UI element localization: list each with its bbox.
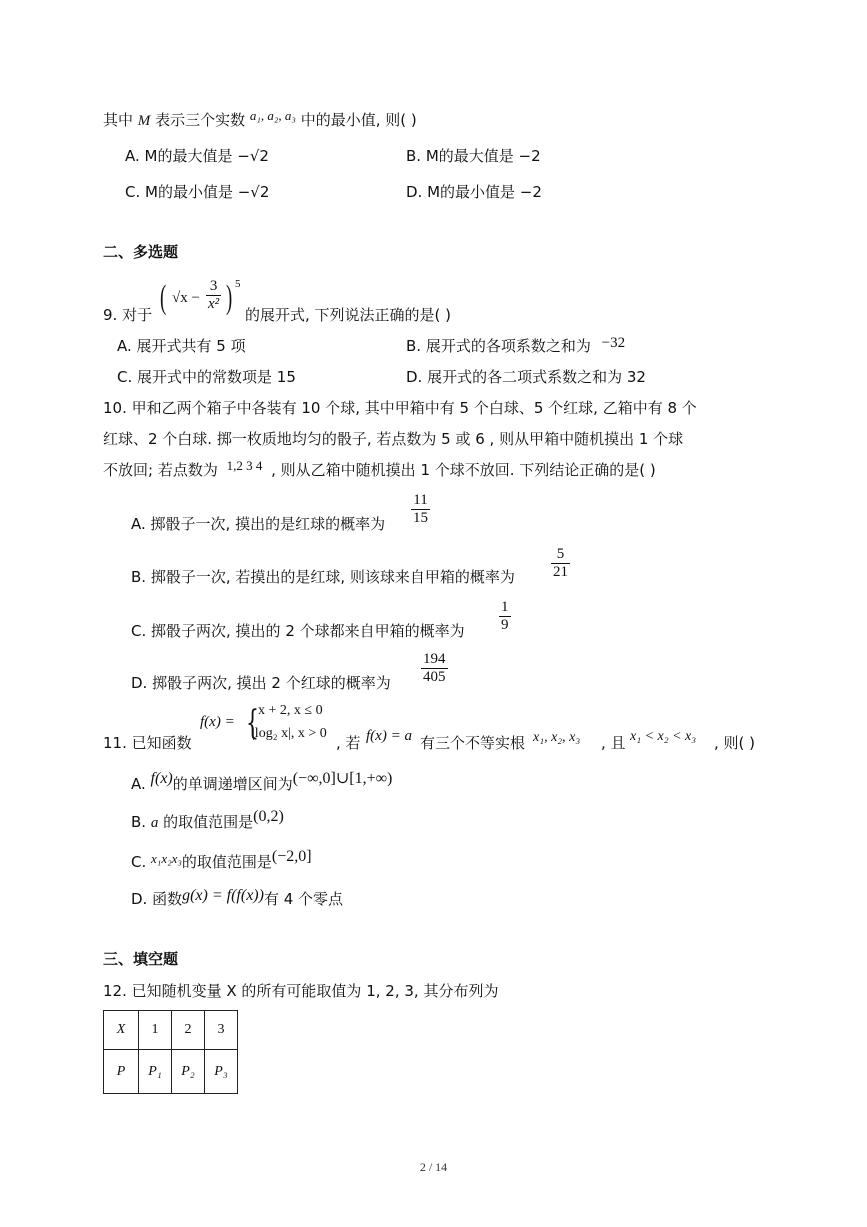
table-cell: X: [104, 1011, 139, 1050]
q10-line-3b: , 则从乙箱中随机摸出 1 个球不放回. 下列结论正确的是( ): [271, 461, 656, 479]
q10-line-3-numbers: 1,2 3 4: [226, 458, 263, 473]
q10-c-den: 9: [501, 617, 509, 633]
q10-option-c: C. 掷骰子两次, 摸出的 2 个球都来自甲箱的概率为: [131, 622, 465, 640]
section-heading-multiple-choice: 二、多选题: [103, 243, 179, 261]
q11-stem-b: , 若: [336, 734, 361, 752]
q9-paren-left: (: [160, 279, 167, 316]
q8-var-m: M: [137, 113, 151, 129]
q11-d-text: 有 4 个零点: [263, 890, 344, 908]
q8-option-a: A. M的最大值是 −√2: [125, 147, 269, 165]
q9-expr-base: √x −: [172, 290, 200, 306]
q11-b-value: (0,2): [253, 808, 284, 825]
table-row: [104, 1050, 238, 1094]
table-cell: 1: [139, 1011, 172, 1050]
q12-stem: 12. 已知随机变量 X 的所有可能取值为 1, 2, 3, 其分布列为: [103, 982, 499, 1000]
q10-option-b: B. 掷骰子一次, 若摸出的是红球, 则该球来自甲箱的概率为: [131, 568, 515, 586]
q10-a-den: 15: [413, 510, 428, 526]
q9-frac-den: x²: [208, 296, 220, 312]
q9-stem-b: 的展开式, 下列说法正确的是( ): [245, 306, 452, 324]
q10-a-num: 11: [413, 492, 428, 508]
q11-d-expression: g(x) = f(f(x)): [182, 887, 264, 904]
q9-frac-num: 3: [209, 278, 218, 294]
q10-option-d: D. 掷骰子两次, 摸出 2 个红球的概率为: [131, 674, 391, 692]
q9-option-b-text: B. 展开式的各项系数之和为: [406, 337, 591, 355]
q10-line-3a: 不放回; 若点数为: [103, 461, 218, 479]
table-cell: 3: [205, 1011, 238, 1050]
table-cell: P₃: [205, 1050, 238, 1094]
q11-c-label: C.: [131, 853, 147, 871]
q8-vars: a₁, a₂, a₃: [249, 108, 296, 123]
q9-option-b: [406, 336, 625, 357]
table-cell: P: [104, 1050, 139, 1094]
q10-d-den: 405: [423, 669, 446, 685]
q10-c-num: 1: [501, 599, 509, 615]
q8-stem-c: 中的最小值, 则( ): [300, 111, 417, 129]
q11-b-label: B.: [131, 813, 151, 831]
q11-b-text: 的取值范围是: [158, 813, 254, 831]
q11-case-1: x + 2, x ≤ 0: [258, 703, 323, 718]
section-heading-fill-blank: 三、填空题: [103, 950, 179, 968]
q9-fraction: [206, 278, 221, 313]
q8-option-b: B. M的最大值是 −2: [406, 147, 541, 165]
q8-stem-a: 其中: [103, 111, 134, 129]
q8-option-d: D. M的最小值是 −2: [406, 183, 542, 201]
q11-roots: x₁, x₂, x₃: [533, 730, 581, 745]
q11-stem-c: 有三个不等实根: [420, 734, 526, 752]
q11-c-value: (−2,0]: [271, 848, 312, 865]
q11-option-c: [131, 848, 312, 873]
q11-a-label: A.: [131, 775, 146, 793]
q11-b-var: a: [150, 815, 159, 831]
q10-option-d-fraction: [421, 651, 448, 686]
q9-option-a: A. 展开式共有 5 项: [117, 337, 246, 355]
q9-option-c: C. 展开式中的常数项是 15: [117, 368, 296, 386]
q9-option-b-value: −32: [601, 335, 626, 351]
q10-option-a-fraction: [411, 492, 430, 527]
q9-stem-a: 9. 对于: [103, 306, 153, 324]
q11-stem-e: , 则( ): [714, 734, 756, 752]
q11-c-var: x₁x₂x₃: [151, 851, 182, 866]
q8-stem-b: 表示三个实数: [155, 111, 246, 129]
q9-paren-right: ): [226, 279, 233, 316]
q10-option-c-fraction: [499, 599, 511, 634]
q8-stem: [103, 110, 417, 131]
q9-exponent: 5: [235, 278, 241, 290]
q10-option-b-fraction: [551, 546, 570, 581]
q10-line-2: 红球、2 个白球. 掷一枚质地均匀的骰子, 若点数为 5 或 6 , 则从甲箱中随机摸出 1 个球: [103, 430, 684, 448]
table-cell: P₁: [139, 1050, 172, 1094]
q11-a-text: 的单调递增区间为: [172, 775, 293, 793]
q11-equation: f(x) = a: [366, 728, 412, 744]
q10-b-den: 21: [553, 564, 568, 580]
q11-option-b: [131, 808, 284, 833]
distribution-table: [103, 1010, 238, 1094]
q11-a-fx: f(x): [150, 770, 173, 787]
q11-stem-d: , 且: [601, 734, 626, 752]
q10-line-3: [103, 460, 656, 481]
q8-option-c: C. M的最小值是 −√2: [125, 183, 270, 201]
q11-d-label: D. 函数: [131, 890, 183, 908]
q11-option-d: [131, 889, 343, 910]
q11-fx: f(x) =: [200, 714, 235, 730]
page-number: 2 / 14: [419, 1160, 448, 1174]
q11-stem-a: 11. 已知函数: [103, 734, 192, 752]
q11-case-2: |log₂ x|, x > 0: [252, 726, 327, 741]
table-row: [104, 1011, 238, 1050]
q10-line-1: 10. 甲和乙两个箱子中各装有 10 个球, 其中甲箱中有 5 个白球、5 个红球, 乙箱中有 8 个: [103, 399, 697, 417]
q11-c-text: 的取值范围是: [181, 853, 272, 871]
q11-option-a: [131, 770, 393, 795]
q9-expression: [160, 278, 240, 318]
q9-option-d: D. 展开式的各二项式系数之和为 32: [406, 368, 646, 386]
q11-a-value: (−∞,0]∪[1,+∞): [292, 770, 393, 787]
q10-b-num: 5: [556, 546, 565, 562]
q11-brace: {: [246, 703, 259, 743]
q10-option-a: A. 掷骰子一次, 摸出的是红球的概率为: [131, 515, 386, 533]
table-cell: P₂: [172, 1050, 205, 1094]
q10-d-num: 194: [423, 651, 446, 667]
q11-order: x₁ < x₂ < x₃: [630, 729, 697, 744]
table-cell: 2: [172, 1011, 205, 1050]
